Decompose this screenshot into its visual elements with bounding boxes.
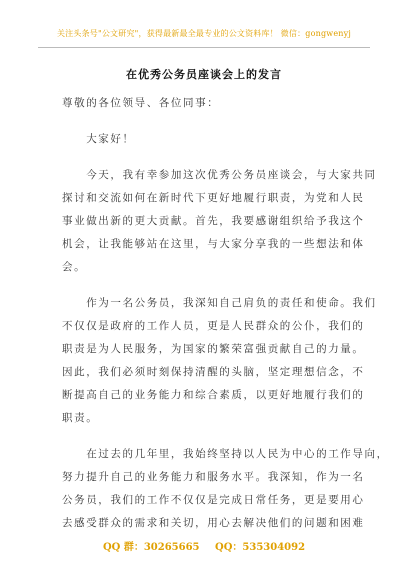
document-title: 在优秀公务员座谈会上的发言 [126, 68, 282, 81]
paragraph-line: 今天，我有幸参加这次优秀公务员座谈会，与大家共同 [62, 169, 377, 181]
header-divider [38, 47, 370, 48]
paragraph-line: 不仅仅是政府的工作人员，更是人民群众的公仆，我们的 [62, 320, 365, 332]
footer-contact [0, 538, 408, 553]
paragraph-line: 去感受群众的需求和关切，用心去解决他们的问题和困难 [62, 517, 365, 529]
paragraph-line: 职责是为人民服务，为国家的繁荣富强贡献自己的力量。 [62, 343, 365, 355]
paragraph-line: 努力提升自己的业务能力和服务水平。我深知，作为一名 [62, 471, 365, 483]
document-body [62, 92, 389, 535]
paragraph-line: 作为一名公务员，我深知自己肩负的责任和使命。我们 [62, 297, 377, 309]
paragraph-1 [62, 164, 377, 279]
greeting-text: 大家好！ [86, 133, 135, 145]
paragraph-line: 在过去的几年里，我始终坚持以人民为中心的工作导向， [62, 448, 389, 460]
salutation: 尊敬的各位领导、各位同事： [62, 97, 220, 109]
paragraph-line: 机会，让我能够站在这里，与大家分享我的一些想法和体 [62, 238, 365, 250]
qq-number: QQ：535304092 [215, 542, 306, 553]
paragraph-line: 因此，我们必须时刻保持清醒的头脑，坚定理想信念，不 [62, 366, 365, 378]
paragraph-line: 职责。 [62, 412, 99, 424]
paragraph-line: 公务员，我们的工作不仅仅是完成日常任务，更是要用心 [62, 494, 365, 506]
qq-group: QQ 群：30265665 [102, 542, 200, 553]
paragraph-line: 事业做出新的更大贡献。首先，我要感谢组织给予我这个 [62, 215, 365, 227]
paragraph-2 [62, 292, 377, 430]
paragraph-line: 断提高自己的业务能力和综合素质，以更好地履行我们的 [62, 389, 365, 401]
header-banner: 关注头条号"公文研究"，获得最新最全最专业的公文资料库！ 微信：gongwenyj [56, 29, 352, 38]
paragraph-line: 会。 [62, 261, 87, 273]
paragraph-line: 探讨和交流如何在新时代下更好地履行职责，为党和人民 [62, 192, 365, 204]
paragraph-3 [62, 443, 389, 535]
greeting [62, 128, 354, 151]
